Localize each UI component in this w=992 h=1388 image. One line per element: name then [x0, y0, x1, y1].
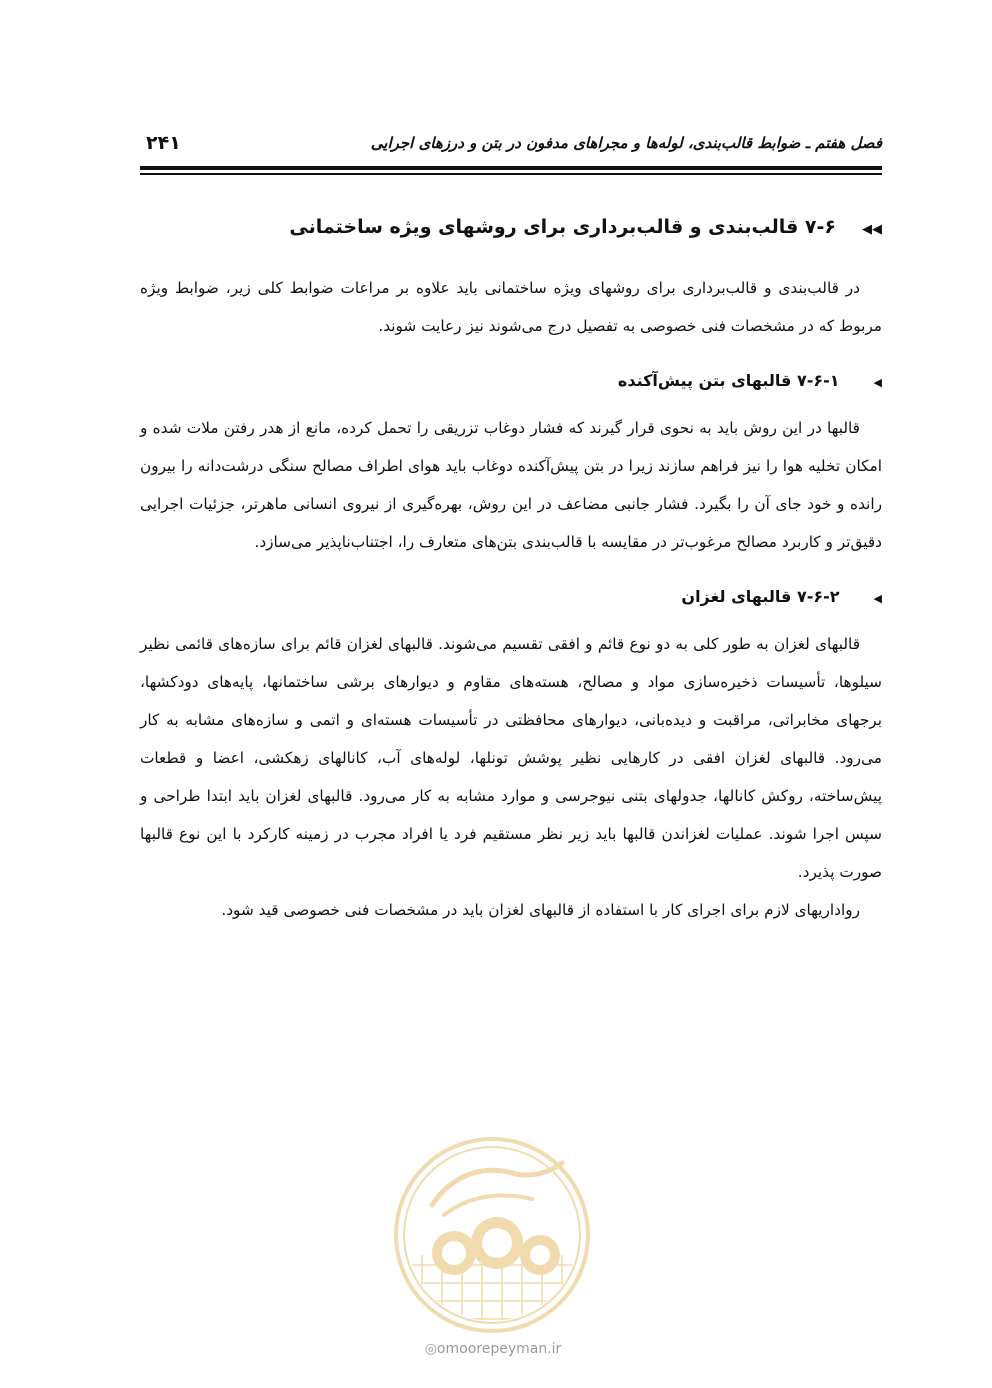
subsection-title: قالبهای لغزان	[681, 587, 792, 606]
section-title: قالب‌بندی و قالب‌برداری برای روشهای ویژه ساختمانی	[289, 216, 799, 238]
header-rule-thin	[140, 173, 882, 175]
running-header	[140, 128, 882, 162]
page-content	[140, 210, 882, 929]
section-paragraph: در قالب‌بندی و قالب‌برداری برای روشهای ویژه ساختمانی باید علاوه بر مراعات ضوابط کلی زیر، ضوابط ویژه مربوط که در مشخصات فنی خصوصی به تفصیل درج می‌شوند نیز رعایت شوند.	[140, 279, 882, 335]
page-number: ۲۴۱	[146, 132, 181, 154]
subsection-paragraph: قالبها در این روش باید به نحوی قرار گیرند که فشار دوغاب تزریقی را تحمل کرده، مانع از هدر رفتن ملات شده و امکان تخلیه هوا را نیز فراهم سازند زیرا در بتن پیش‌آکنده دوغاب باید هوای اطراف مصالح سنگی درشت‌دانه را بیرون رانده و خود جای آن را بگیرد. فشار جانبی مضاعف در این روش، بهره‌گیری از نیروی انسانی ماهرتر، جزئیات اجرایی دقیق‌تر و کاربرد مصالح مرغوب‌تر در مقایسه با قالب‌بندی بتن‌های متعارف را، اجتناب‌ناپذیر می‌سازد.	[140, 419, 882, 551]
subsection-heading	[140, 581, 882, 615]
subsection-paragraph: رواداریهای لازم برای اجرای کار با استفاده از قالبهای لغزان باید در مشخصات فنی خصوصی قید شود.	[221, 901, 860, 919]
watermark-logo-icon	[392, 1135, 592, 1335]
double-arrow-icon: ◀◀	[862, 222, 882, 237]
subsection-number: ۷-۶-۱	[796, 371, 840, 390]
section-number: ۷-۶	[804, 216, 836, 238]
section-heading	[140, 210, 882, 247]
subsection-number: ۷-۶-۲	[796, 587, 840, 606]
chapter-title: فصل هفتم ـ ضوابط قالب‌بندی، لوله‌ها و مجراهای مدفون در بتن و درزهای اجرایی	[370, 134, 882, 152]
subsection-heading	[140, 365, 882, 399]
subsection-paragraph: قالبهای لغزان به طور کلی به دو نوع قائم و افقی تقسیم می‌شوند. قالبهای لغزان قائم برای سازه‌های قائمی نظیر سیلوها، تأسیسات ذخیره‌سازی مواد و مصالح، هسته‌های مقاوم و دیوارهای برشی ساختمانها، پایه‌های دودکشها، برجهای مخابراتی، مراقبت و دیده‌بانی، دیوارهای محافظتی در تأسیسات هسته‌ای و اتمی و سازه‌های مشابه به کار می‌رود. قالبهای لغزان افقی در کارهایی نظیر پوشش تونلها، لوله‌های آب، کانالهای زهکشی، اعضا و قطعات پیش‌ساخته، روکش کانالها، جدولهای بتنی نیوجرسی و موارد مشابه به کار می‌رود. قالبهای لغزان باید ابتدا طراحی و سپس اجرا شوند. عملیات لغزاندن قالبها باید زیر نظر مستقیم فرد یا افراد مجرب در زمینه کارکرد با این نوع قالبها صورت پذیرد.	[140, 635, 882, 881]
arrow-icon: ◀	[873, 592, 882, 605]
watermark-url: ◎omoorepeyman.ir	[424, 1341, 562, 1357]
header-rule-thick	[140, 166, 882, 170]
subsection-title: قالبهای بتن پیش‌آکنده	[617, 371, 792, 390]
arrow-icon: ◀	[873, 376, 882, 389]
